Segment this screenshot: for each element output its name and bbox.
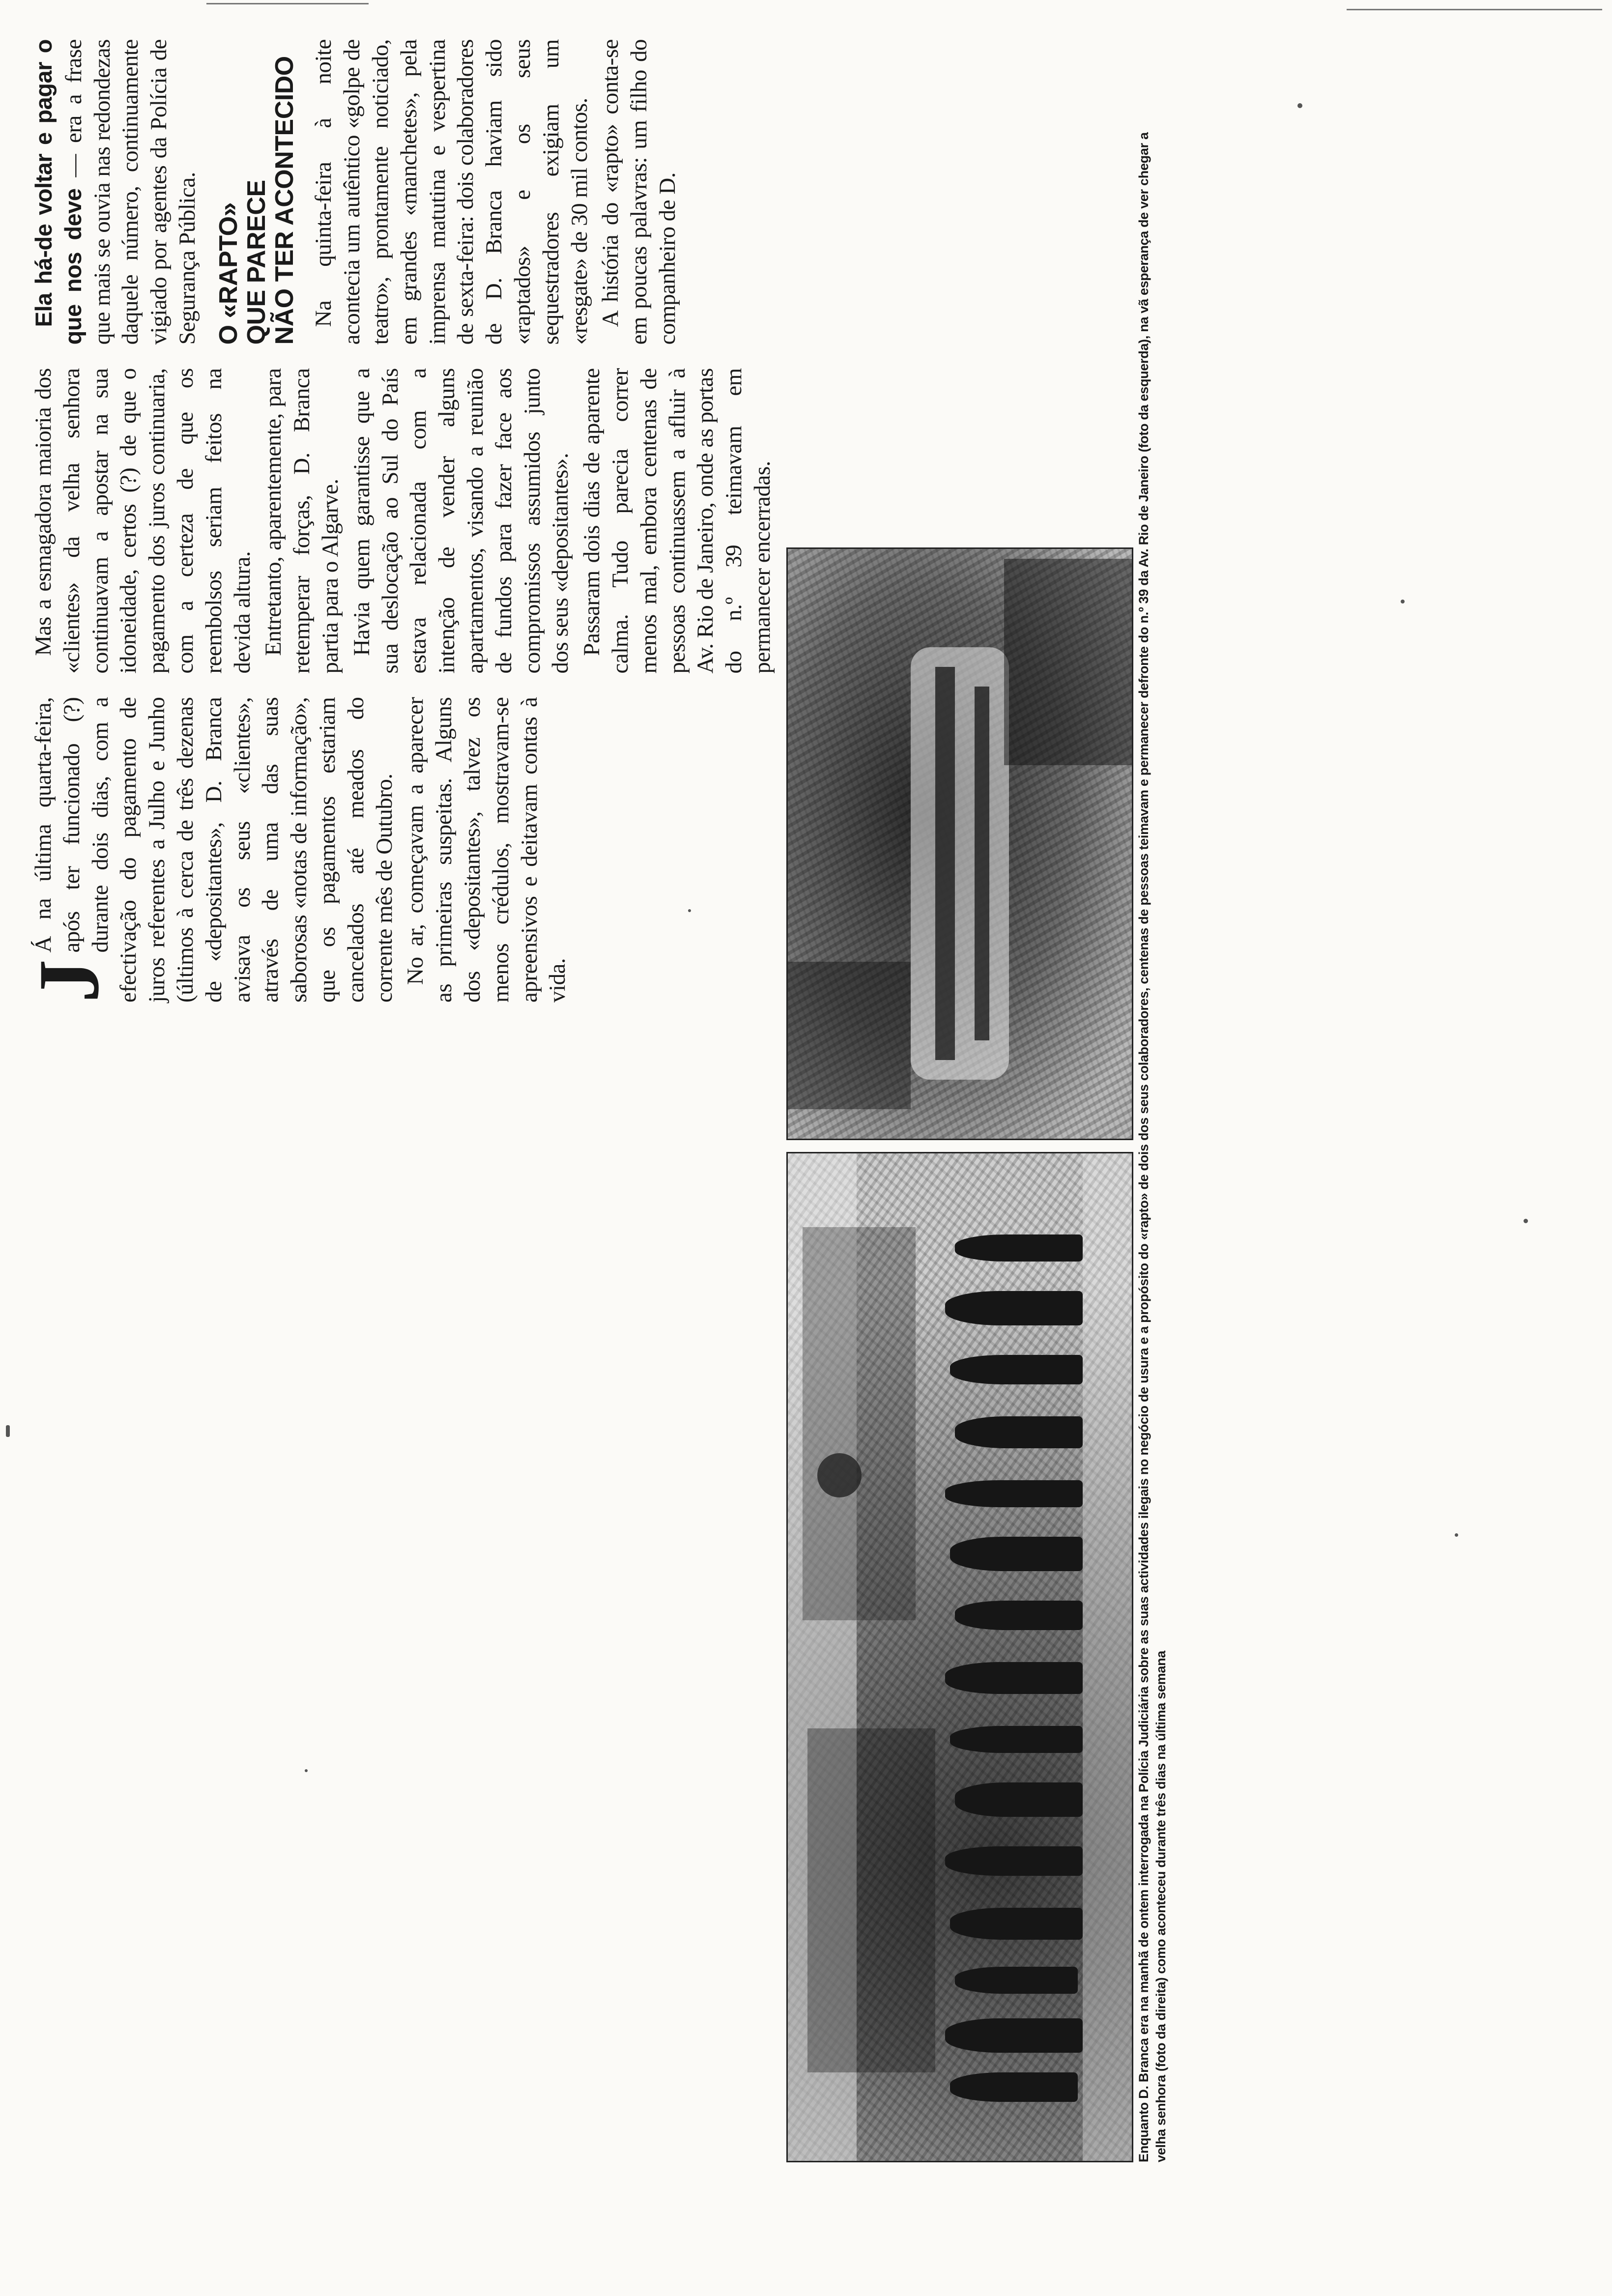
photo-caption: Enquanto D. Branca era na manhã de ontem interrogada na Polícia Judiciária sobre as suas actividades ilegais no negócio de usura e a propósito do «rapto» de dois dos seus colaboradores, centenas de pessoas teimavam e permanecer defronte do n.º 39 da Av. Rio de Janeiro (foto da esquerda), na vã esperança de ver chegar a velha senhora (foto da direita) como aconteceu durante três dias na última semana xyxy=(1136,132,1168,2162)
article-column-1 xyxy=(21,697,777,1003)
paragraph: A história do «rapto» conta-se em poucas palavras: um filho do companheiro de D. xyxy=(598,39,680,345)
article-column-2 xyxy=(29,368,777,673)
paragraph: Havia quem garantisse que a sua deslocação ao Sul do País estava relacionada com a intenção de vender alguns apartamentos, visando a reunião de fundos para fazer face aos compromissos assumidos junto dos seus «depositantes». xyxy=(348,368,574,674)
drop-cap: J xyxy=(21,959,117,1003)
quote-bold: Ela há-de voltar e pagar o que nos deve xyxy=(30,39,86,345)
article-column-3 xyxy=(29,39,777,344)
paragraph: Mas a esmagadora maioria dos «clientes» da velha senhora continuavam a apostar na sua idoneidade, certos (?) de que o pagamento dos juros continuaria, com a certeza de que os reembolsos seriam feitos na devida altura. xyxy=(30,368,255,674)
paragraph: Passaram dois dias de aparente calma. Tudo parecia correr menos mal, embora centenas de pessoas continuassem a afluir à Av. Rio de Janeiro, onde as portas do n.º 39 teimavam em permanecer encerradas. xyxy=(579,368,775,674)
paragraph: — era a frase que mais se ouvia nas redondezas daquele número, continuamente vigiado por agentes da Polícia de Segurança Pública. xyxy=(60,39,200,345)
paragraph: Entretanto, aparentemente, para retemperar forças, D. Branca partia para o Algarve. xyxy=(260,368,343,674)
newspaper-clipping xyxy=(20,29,1168,2172)
photo-car-arrival xyxy=(786,547,1133,1140)
article-text xyxy=(21,39,777,1003)
paragraph: Na quinta-feira à noite acontecia um autêntico «golpe de teatro», prontamente noticiado, em grandes «manchetes», pela imprensa matutina e vespertina de sexta-feira: dois colaboradores de D. Branca haviam sido «raptados» e os seus sequestradores exigiam um «resgate» de 30 mil contos. xyxy=(311,39,592,345)
subheading: O «RAPTO» QUE PARECE NÃO TER ACONTECIDO xyxy=(214,56,299,345)
paragraph: No ar, começavam a aparecer as primeiras suspeitas. Alguns dos «depositantes», talvez os menos crédulos, mostravam-se apreensivos e deitavam contas à vida. xyxy=(403,697,571,1003)
photo-crowd-street xyxy=(786,1152,1133,2162)
paragraph: Á na última quarta-feira, após ter funcionado (?) durante dois dias, com a efectivação do pagamento de juros referentes a Julho e Junho (últimos à cerca de três dezenas de «depositantes», D. Branca avisava os seus «clientes», através de uma das suas saborosas «notas de informação», que os pagamentos estariam cancelados até meados do corrente mês de Outubro. xyxy=(30,697,397,1003)
